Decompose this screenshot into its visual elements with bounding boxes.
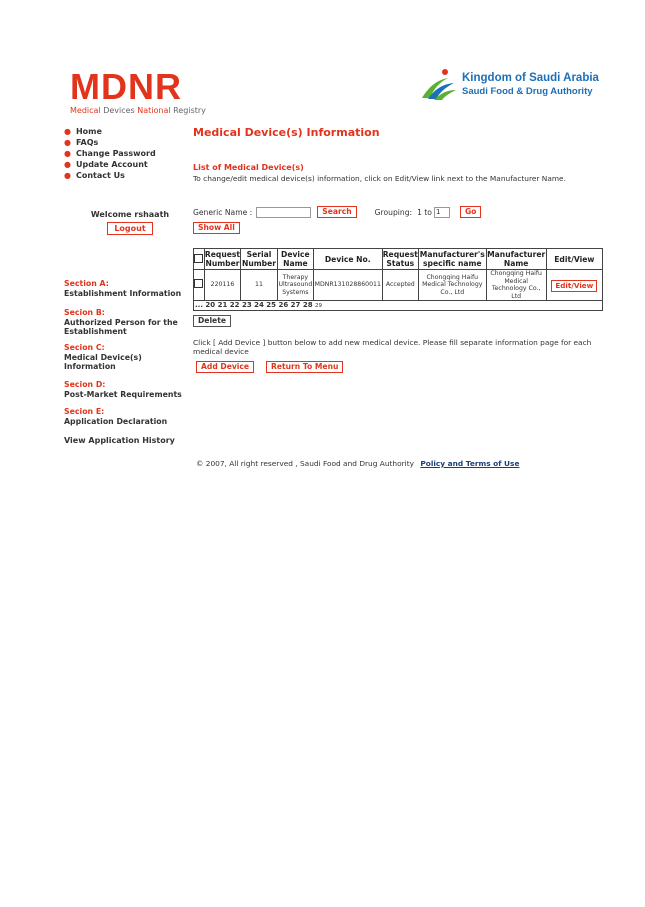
bullet-icon: ●: [64, 171, 71, 180]
nav-item-change-password[interactable]: ● Change Password: [64, 149, 156, 158]
section-head: Secion C:: [64, 343, 105, 352]
section-head: Section A:: [64, 279, 109, 288]
mdnr-logo: [70, 66, 206, 115]
bullet-icon: ●: [64, 127, 71, 136]
search-row: [193, 206, 481, 218]
logo-mark: MDNR: [70, 66, 182, 107]
return-to-menu-button[interactable]: Return To Menu: [266, 361, 343, 373]
table-row: [194, 270, 603, 301]
device-name-cell: Therapy Ultrasound Systems: [277, 270, 313, 301]
logo-subtitle: Medical Devices National Registry: [70, 106, 206, 115]
request-number-cell: 220116: [204, 270, 240, 301]
pager-row: [194, 301, 603, 311]
nav-item-contact-us[interactable]: ● Contact Us: [64, 171, 125, 180]
column-header: Serial Number: [241, 250, 276, 268]
sfda-emblem-icon: [418, 68, 458, 102]
grouping-label: Grouping:: [374, 207, 413, 217]
pager-pages[interactable]: ... 20 21 22 23 24 25 26 27 28: [195, 301, 313, 309]
section-e-link[interactable]: [64, 407, 184, 426]
bullet-icon: ●: [64, 160, 71, 169]
select-all-checkbox[interactable]: [194, 254, 203, 263]
add-device-button[interactable]: Add Device: [196, 361, 254, 373]
column-header: Device Name: [277, 249, 313, 270]
sfda-logo: [418, 68, 599, 102]
section-c-link[interactable]: [64, 343, 184, 372]
manufacturer-cell: Chongqing Haifu Medical Technology Co., Ltd: [486, 270, 546, 301]
policy-link[interactable]: Policy and Terms of Use: [420, 459, 520, 468]
column-header: Manufacturer's specific name: [419, 250, 485, 268]
specific-name-cell: Chongqing Haifu Medical Technology Co., Ltd: [418, 270, 486, 301]
welcome-box: [90, 210, 170, 235]
device-table: [193, 248, 603, 311]
go-button[interactable]: Go: [460, 206, 481, 218]
column-header: Request Status: [382, 250, 418, 268]
table-header-row: [194, 249, 603, 270]
pager-current: 29: [315, 303, 323, 309]
sfda-title: Kingdom of Saudi Arabia: [462, 72, 599, 84]
sfda-subtitle: Saudi Food & Drug Authority: [462, 86, 593, 97]
pager[interactable]: [194, 301, 603, 311]
show-all-button[interactable]: Show All: [193, 222, 240, 234]
row-select-cell: [194, 270, 205, 301]
delete-button[interactable]: Delete: [193, 315, 231, 327]
list-description: To change/edit medical device(s) information, click on Edit/View link next to the Manufacturer Name.: [193, 174, 566, 183]
side-nav: [64, 126, 156, 181]
generic-name-label: Generic Name :: [193, 207, 253, 217]
view-history-link[interactable]: View Application History: [64, 436, 175, 445]
add-device-note: Click [ Add Device ] button below to add new medical device. Please fill separate information page for each medical device: [193, 338, 592, 356]
row-checkbox[interactable]: [194, 279, 203, 288]
section-b-link[interactable]: [64, 308, 184, 337]
section-head: Secion B:: [64, 308, 105, 317]
status-cell: Accepted: [382, 270, 418, 301]
logout-button[interactable]: Logout: [107, 222, 152, 235]
section-body: Application Declaration: [64, 416, 168, 426]
generic-name-input[interactable]: [256, 207, 311, 218]
column-header: Request Number: [204, 250, 241, 268]
serial-number-cell: 11: [241, 270, 278, 301]
bullet-icon: ●: [64, 149, 71, 158]
nav-item-home[interactable]: ● Home: [64, 127, 102, 136]
section-a-link[interactable]: [64, 279, 184, 298]
grouping-input[interactable]: 1: [434, 207, 450, 218]
list-title: List of Medical Device(s): [193, 163, 304, 172]
section-body: Post-Market Requirements: [64, 389, 182, 399]
column-header: Manufacturer Name: [487, 250, 546, 268]
nav-item-update-account[interactable]: ● Update Account: [64, 160, 148, 169]
section-head: Secion D:: [64, 380, 106, 389]
section-body: Medical Device(s) Information: [64, 352, 142, 371]
device-no-cell: MDNR131028860011: [313, 270, 382, 301]
page-title: Medical Device(s) Information: [193, 126, 380, 139]
grouping-prefix: 1 to: [417, 207, 432, 217]
section-body: Establishment Information: [64, 288, 182, 298]
column-header: Edit/View: [546, 249, 602, 270]
nav-item-faqs[interactable]: ● FAQs: [64, 138, 99, 147]
edit-view-cell: [546, 270, 602, 301]
copyright-text: © 2007, All right reserved , Saudi Food and Drug Authority: [196, 459, 414, 468]
bullet-icon: ●: [64, 138, 71, 147]
column-header: Device No.: [313, 249, 382, 270]
welcome-text: Welcome rshaath: [90, 210, 170, 219]
edit-view-button[interactable]: Edit/View: [551, 280, 597, 292]
section-head: Secion E:: [64, 407, 105, 416]
select-all-cell: [194, 249, 205, 270]
search-button[interactable]: Search: [317, 206, 356, 218]
footer: [196, 459, 519, 468]
section-body: Authorized Person for the Establishment: [64, 317, 178, 336]
section-d-link[interactable]: [64, 380, 184, 399]
